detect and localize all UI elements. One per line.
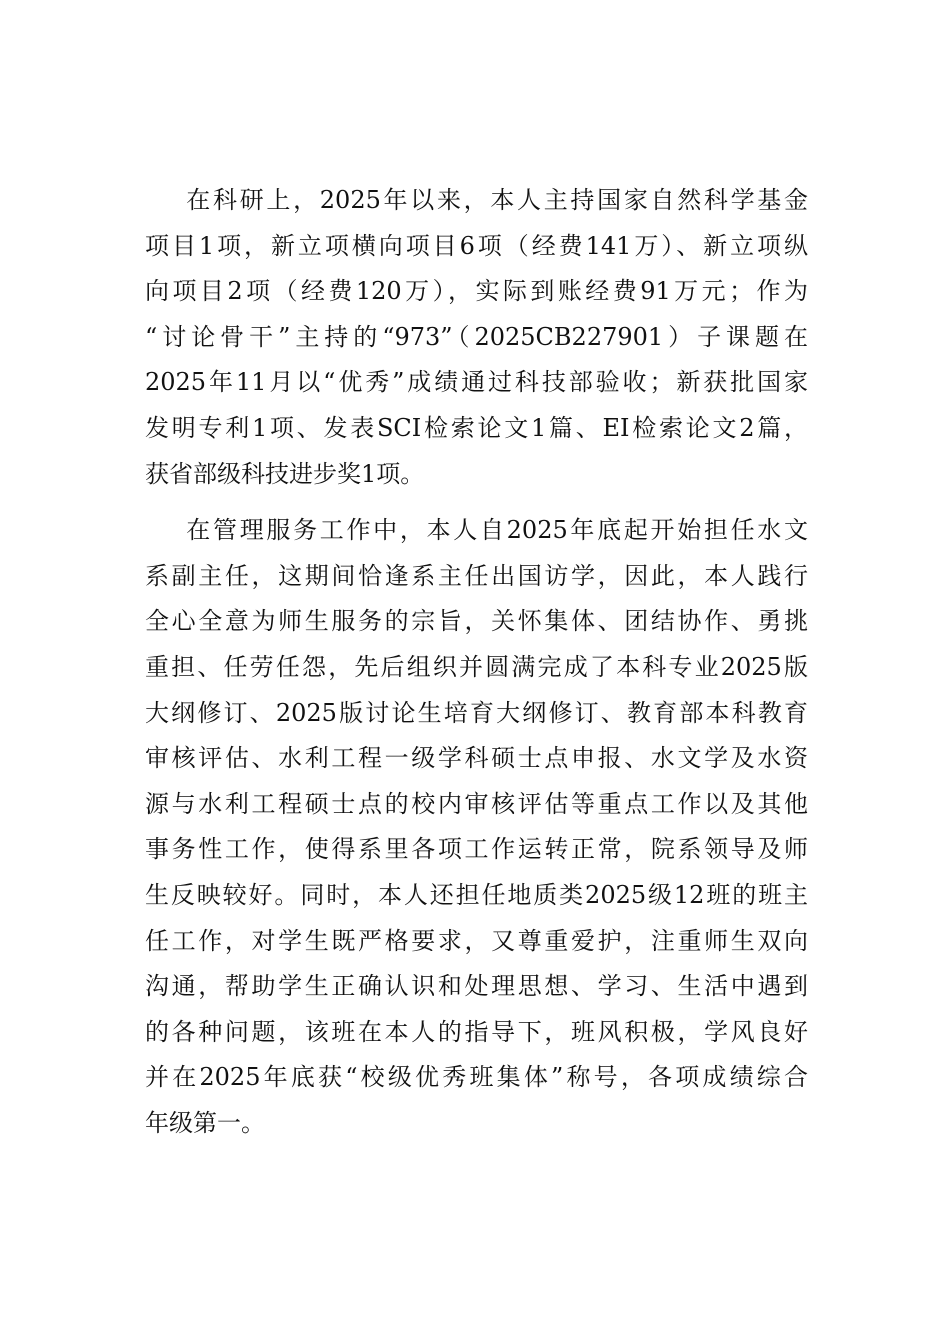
- text-line: 2025年11月以“优秀”成绩通过科技部验收；新获批国家: [145, 368, 808, 397]
- text-line: 大纲修订、2025版讨论生培育大纲修订、教育部本科教育: [145, 698, 808, 727]
- text-line: 重担、任劳任怨，先后组织并圆满完成了本科专业2025版: [145, 652, 808, 681]
- text-line: 源与水利工程硕士点的校内审核评估等重点工作以及其他: [145, 789, 808, 818]
- text-line: 的各种问题，该班在本人的指导下，班风积极，学风良好: [145, 1017, 808, 1046]
- text-line: 年级第一。: [145, 1108, 265, 1137]
- text-line: 沟通，帮助学生正确认识和处理思想、学习、生活中遇到: [145, 972, 808, 1001]
- paragraph-management: [145, 508, 808, 1146]
- text-line: 在管理服务工作中，本人自2025年底起开始担任水文: [145, 516, 808, 545]
- text-line: 审核评估、水利工程一级学科硕士点申报、水文学及水资: [145, 744, 808, 773]
- text-line: 在科研上，2025年以来，本人主持国家自然科学基金: [145, 186, 808, 214]
- text-line: 向项目2项（经费120万），实际到账经费91万元；作为: [145, 277, 808, 306]
- paragraph-research: [145, 178, 808, 497]
- text-line: 事务性工作，使得系里各项工作运转正常，院系领导及师: [145, 835, 808, 864]
- text-line: 项目1项，新立项横向项目6项（经费141万）、新立项纵: [145, 231, 808, 260]
- text-line: 任工作，对学生既严格要求，又尊重爱护，注重师生双向: [145, 926, 808, 955]
- text-line: 系副主任，这期间恰逢系主任出国访学，因此，本人践行: [145, 561, 808, 590]
- text-line: 并在2025年底获“校级优秀班集体”称号，各项成绩综合: [145, 1063, 808, 1092]
- text-line: 生反映较好。同时，本人还担任地质类2025级12班的班主: [145, 880, 808, 909]
- text-line: 全心全意为师生服务的宗旨，关怀集体、团结协作、勇挑: [145, 607, 808, 636]
- document-body: [145, 178, 808, 1146]
- text-line: “讨论骨干”主持的“973”（2025CB227901）子课题在: [145, 322, 808, 351]
- text-line: 发明专利1项、发表SCI检索论文1篇、EI检索论文2篇，: [145, 413, 808, 442]
- text-line: 获省部级科技进步奖1项。: [145, 459, 425, 488]
